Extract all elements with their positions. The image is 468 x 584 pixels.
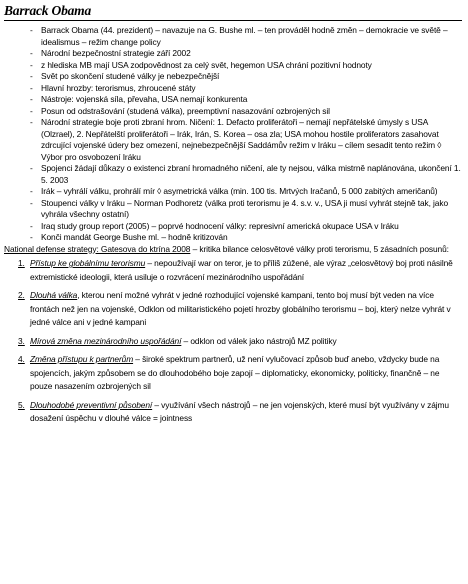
document-body: [4, 25, 462, 426]
list-item: - z hlediska MB mají USA zodpovědnost za celý svět, hegemon USA chrání pozitivní hodnoty: [30, 60, 462, 72]
item-text: , kterou není možné vyhrát v jedné rozhodující vojenské kampani, tento boj musí být veden na více frontách než jen na vojenské, Odklon od militaristického pojetí hrozby globálního terorismu – boj, který nelze vyhrát v jedné válce ani v jedné kampani: [30, 290, 451, 327]
item-text: – nepoužívají war on teror, je to příliš zúžené, ale výraz „celosvětový boj proti násilně extremistické ideologii, která usiluje o rozvrácení mezinárodního uspořádání: [30, 258, 453, 282]
item-phrase: Dlouhá válka: [30, 290, 78, 300]
numbered-list: [4, 257, 462, 426]
item-text: – odklon od válek jako nástrojů MZ politiky: [181, 335, 337, 346]
item-number: 3.: [18, 335, 25, 346]
item-number: 1.: [18, 258, 25, 268]
list-item: - Barrack Obama (44. prezident) – navazuje na G. Bushe ml. – ten prováděl hodně změn – demokracie ve světě – idealismus – režim change policy: [30, 25, 462, 48]
strategy-text: – kritika bilance celosvětové války proti terorismu, 5 zásadních posunů:: [190, 243, 449, 254]
list-item: - Irák – vyhrálí válku, prohrálí mír ◊ asymetrická válka (min. 100 tis. Mrtvých Iračanů, 5 000 zabitých američanů): [30, 186, 462, 198]
numbered-item: [18, 289, 462, 330]
list-item: - Iraq study group report (2005) – poprvé hodnocení války: represivní americká okupace USA v Iráku: [30, 221, 462, 233]
title-bar: [4, 3, 462, 21]
strategy-heading: National defense strategy: Gatesova do ktrína 2008: [4, 243, 191, 254]
item-number: 4.: [18, 354, 25, 364]
item-phrase: Dlouhodobé preventivní působení: [30, 399, 153, 410]
numbered-item: [18, 353, 462, 394]
list-item: - Nástroje: vojenská síla, převaha, USA nemají konkurenta: [30, 94, 462, 106]
list-item: - Posun od odstrašování (studená válka), preemptivní nasazování ozbrojených sil: [30, 106, 462, 118]
list-item: - Národní strategie boje proti zbraní hrom. Ničení: 1. Defacto proliferátoři – nemají nepřátelské úmysly s USA (Olzrael), 2. Nepřátelští proliferátoři – Irák, Irán, S. Korea – osa zla; USA mohou hostile proliferators zasahovat zdrcující vojenské údery bez omezení, nejnebezpečnější Saddámův režim v Iráku – cílem sesadit tento režim ◊ Výbor pro osvobození Iráku: [30, 117, 462, 163]
numbered-item: [18, 335, 462, 349]
item-phrase: Přístup ke globálnímu terorismu: [30, 258, 146, 268]
list-item: - Národní bezpečnostní strategie září 2002: [30, 48, 462, 60]
numbered-item: [18, 257, 462, 284]
list-item: - Spojenci žádají důkazy o existenci zbraní hromadného ničení, ale ty nejsou, válka mistrně naplánována, ukončení 1. 5. 2003: [30, 163, 462, 186]
strategy-paragraph: [4, 244, 462, 256]
item-phrase: Změna přístupu k partnerům: [30, 354, 134, 364]
list-item: - Konči mandát George Bushe ml. – hodně kritizován: [30, 232, 462, 244]
item-number: 2.: [18, 290, 25, 300]
item-phrase: Mírová změna mezinárodního uspořádání: [30, 335, 182, 346]
item-text: – široké spektrum partnerů, už není vylučovací způsob buď anebo, vždycky bude na spojencích, jakým způsobem se do dlouhodobého boje zapojí – diplomaticky, ekonomicky, politicky, finančně – ne pouze nasazením ozbrojených sil: [30, 354, 440, 391]
list-item: - Hlavní hrozby: terorismus, zhroucené státy: [30, 83, 462, 95]
numbered-item: [18, 399, 462, 426]
document-title: Barrack Obama: [4, 3, 92, 18]
list-item: - Stoupenci války v Iráku – Norman Podhoretz (válka proti terorismu je 4. s.v. v., USA ji musí vyhrát stejně tak, jako vyhrála všechny ostatní): [30, 198, 462, 221]
list-item: - Svět po skončení studené války je nebezpečnější: [30, 71, 462, 83]
item-number: 5.: [18, 399, 25, 410]
item-text: – využívání všech nástrojů – ne jen vojenských, které musí být využívány v zájmu dosažení úspěchu v dlouhé válce = jointness: [30, 399, 449, 423]
bullet-list: [4, 25, 462, 244]
